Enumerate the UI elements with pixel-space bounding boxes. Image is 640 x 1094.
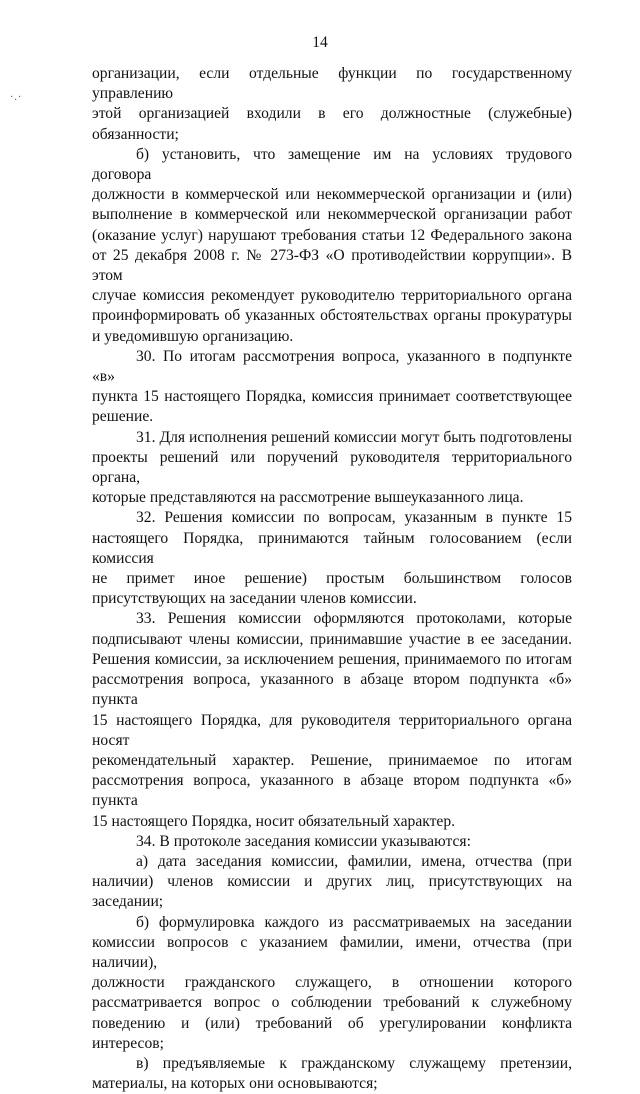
text-line: (оказание услуг) нарушают требования статьи 12 Федерального закона	[92, 226, 572, 244]
document-body	[92, 64, 572, 1094]
text-line: проекты решений или поручений руководителя территориального органа,	[92, 448, 572, 487]
text-line: от 25 декабря 2008 г. № 273-ФЗ «О противодействии коррупции». В этом	[92, 246, 572, 285]
text-line: организации, если отдельные функции по государственному управлению	[92, 65, 572, 103]
paragraph-b	[92, 145, 572, 347]
page-number: 14	[312, 34, 328, 51]
text-line: 31. Для исполнения решений комиссии могут быть подготовлены	[136, 428, 572, 446]
text-line: рассмотрения вопроса, указанного в абзаце втором подпункта «б» пункта	[92, 772, 572, 810]
text-line: б) установить, что замещение им на условиях трудового договора	[92, 145, 572, 184]
text-line: которые представляются на рассмотрение вышеуказанного лица.	[92, 489, 524, 507]
text-line: 33. Решения комиссии оформляются протоколами, которые	[136, 610, 572, 628]
text-line: проинформировать об указанных обстоятельствах органы прокуратуры	[92, 307, 572, 325]
text-line: присутствующих на заседании членов комиссии.	[92, 590, 417, 608]
text-line: не примет иное решение) простым большинством голосов	[92, 570, 572, 588]
text-line: 30. По итогам рассмотрения вопроса, указанного в подпункте «в»	[92, 347, 572, 386]
text-line: 15 настоящего Порядка, для руководителя территориального органа носят	[92, 711, 572, 749]
text-line: настоящего Порядка, принимаются тайным голосованием (если комиссия	[92, 529, 572, 567]
text-line: наличии) членов комиссии и других лиц, присутствующих на заседании;	[92, 873, 572, 911]
text-line: этой организацией входили в его должностные (служебные) обязанности;	[92, 105, 572, 143]
paragraph-cont	[92, 64, 572, 145]
text-line: 15 настоящего Порядка, носит обязательный характер.	[92, 812, 456, 830]
text-line: рассматривается вопрос о соблюдении требований к служебному	[92, 994, 572, 1012]
text-line: подписывают члены комиссии, принимавшие участие в ее заседании.	[92, 630, 572, 648]
text-line: рекомендательный характер. Решение, принимаемое по итогам	[92, 751, 572, 769]
text-line: 34. В протоколе заседания комиссии указываются:	[136, 832, 471, 850]
paragraph-p33	[92, 609, 572, 831]
text-line: пункта 15 настоящего Порядка, комиссия принимает соответствующее	[92, 388, 572, 406]
paragraph-p34b	[92, 913, 572, 1054]
text-line: материалы, на которых они основываются;	[92, 1075, 378, 1093]
text-line: поведению и (или) требований об урегулировании конфликта интересов;	[92, 1014, 572, 1052]
text-line: а) дата заседания комиссии, фамилии, имена, отчества (при	[136, 852, 572, 870]
text-line: в) предъявляемые к гражданскому служащему претензии,	[136, 1054, 572, 1072]
text-line: случае комиссия рекомендует руководителю территориального органа	[92, 287, 572, 305]
text-line: решение.	[92, 408, 154, 426]
paragraph-p34v	[92, 1054, 572, 1094]
text-line: б) формулировка каждого из рассматриваемых на заседании	[136, 913, 572, 931]
text-line: рассмотрения вопроса, указанного в абзаце втором подпункта «б» пункта	[92, 671, 572, 709]
text-line: комиссии вопросов с указанием фамилии, имени, отчества (при наличии),	[92, 933, 572, 971]
text-line: выполнение в коммерческой или некоммерческой организации работ	[92, 206, 572, 224]
scan-artifact-mark: ·.·	[10, 92, 23, 103]
text-line: должности гражданского служащего, в отношении которого	[92, 974, 572, 992]
paragraph-p34a	[92, 852, 572, 913]
paragraph-p30	[92, 347, 572, 428]
paragraph-p34	[92, 832, 572, 852]
text-line: должности в коммерческой или некоммерческой организации и (или)	[92, 186, 572, 204]
text-line: 32. Решения комиссии по вопросам, указанным в пункте 15	[136, 509, 572, 527]
paragraph-p32	[92, 508, 572, 609]
text-line: и уведомившую организацию.	[92, 327, 294, 345]
text-line: Решения комиссии, за исключением решения, принимаемого по итогам	[92, 650, 572, 668]
paragraph-p31	[92, 428, 572, 509]
